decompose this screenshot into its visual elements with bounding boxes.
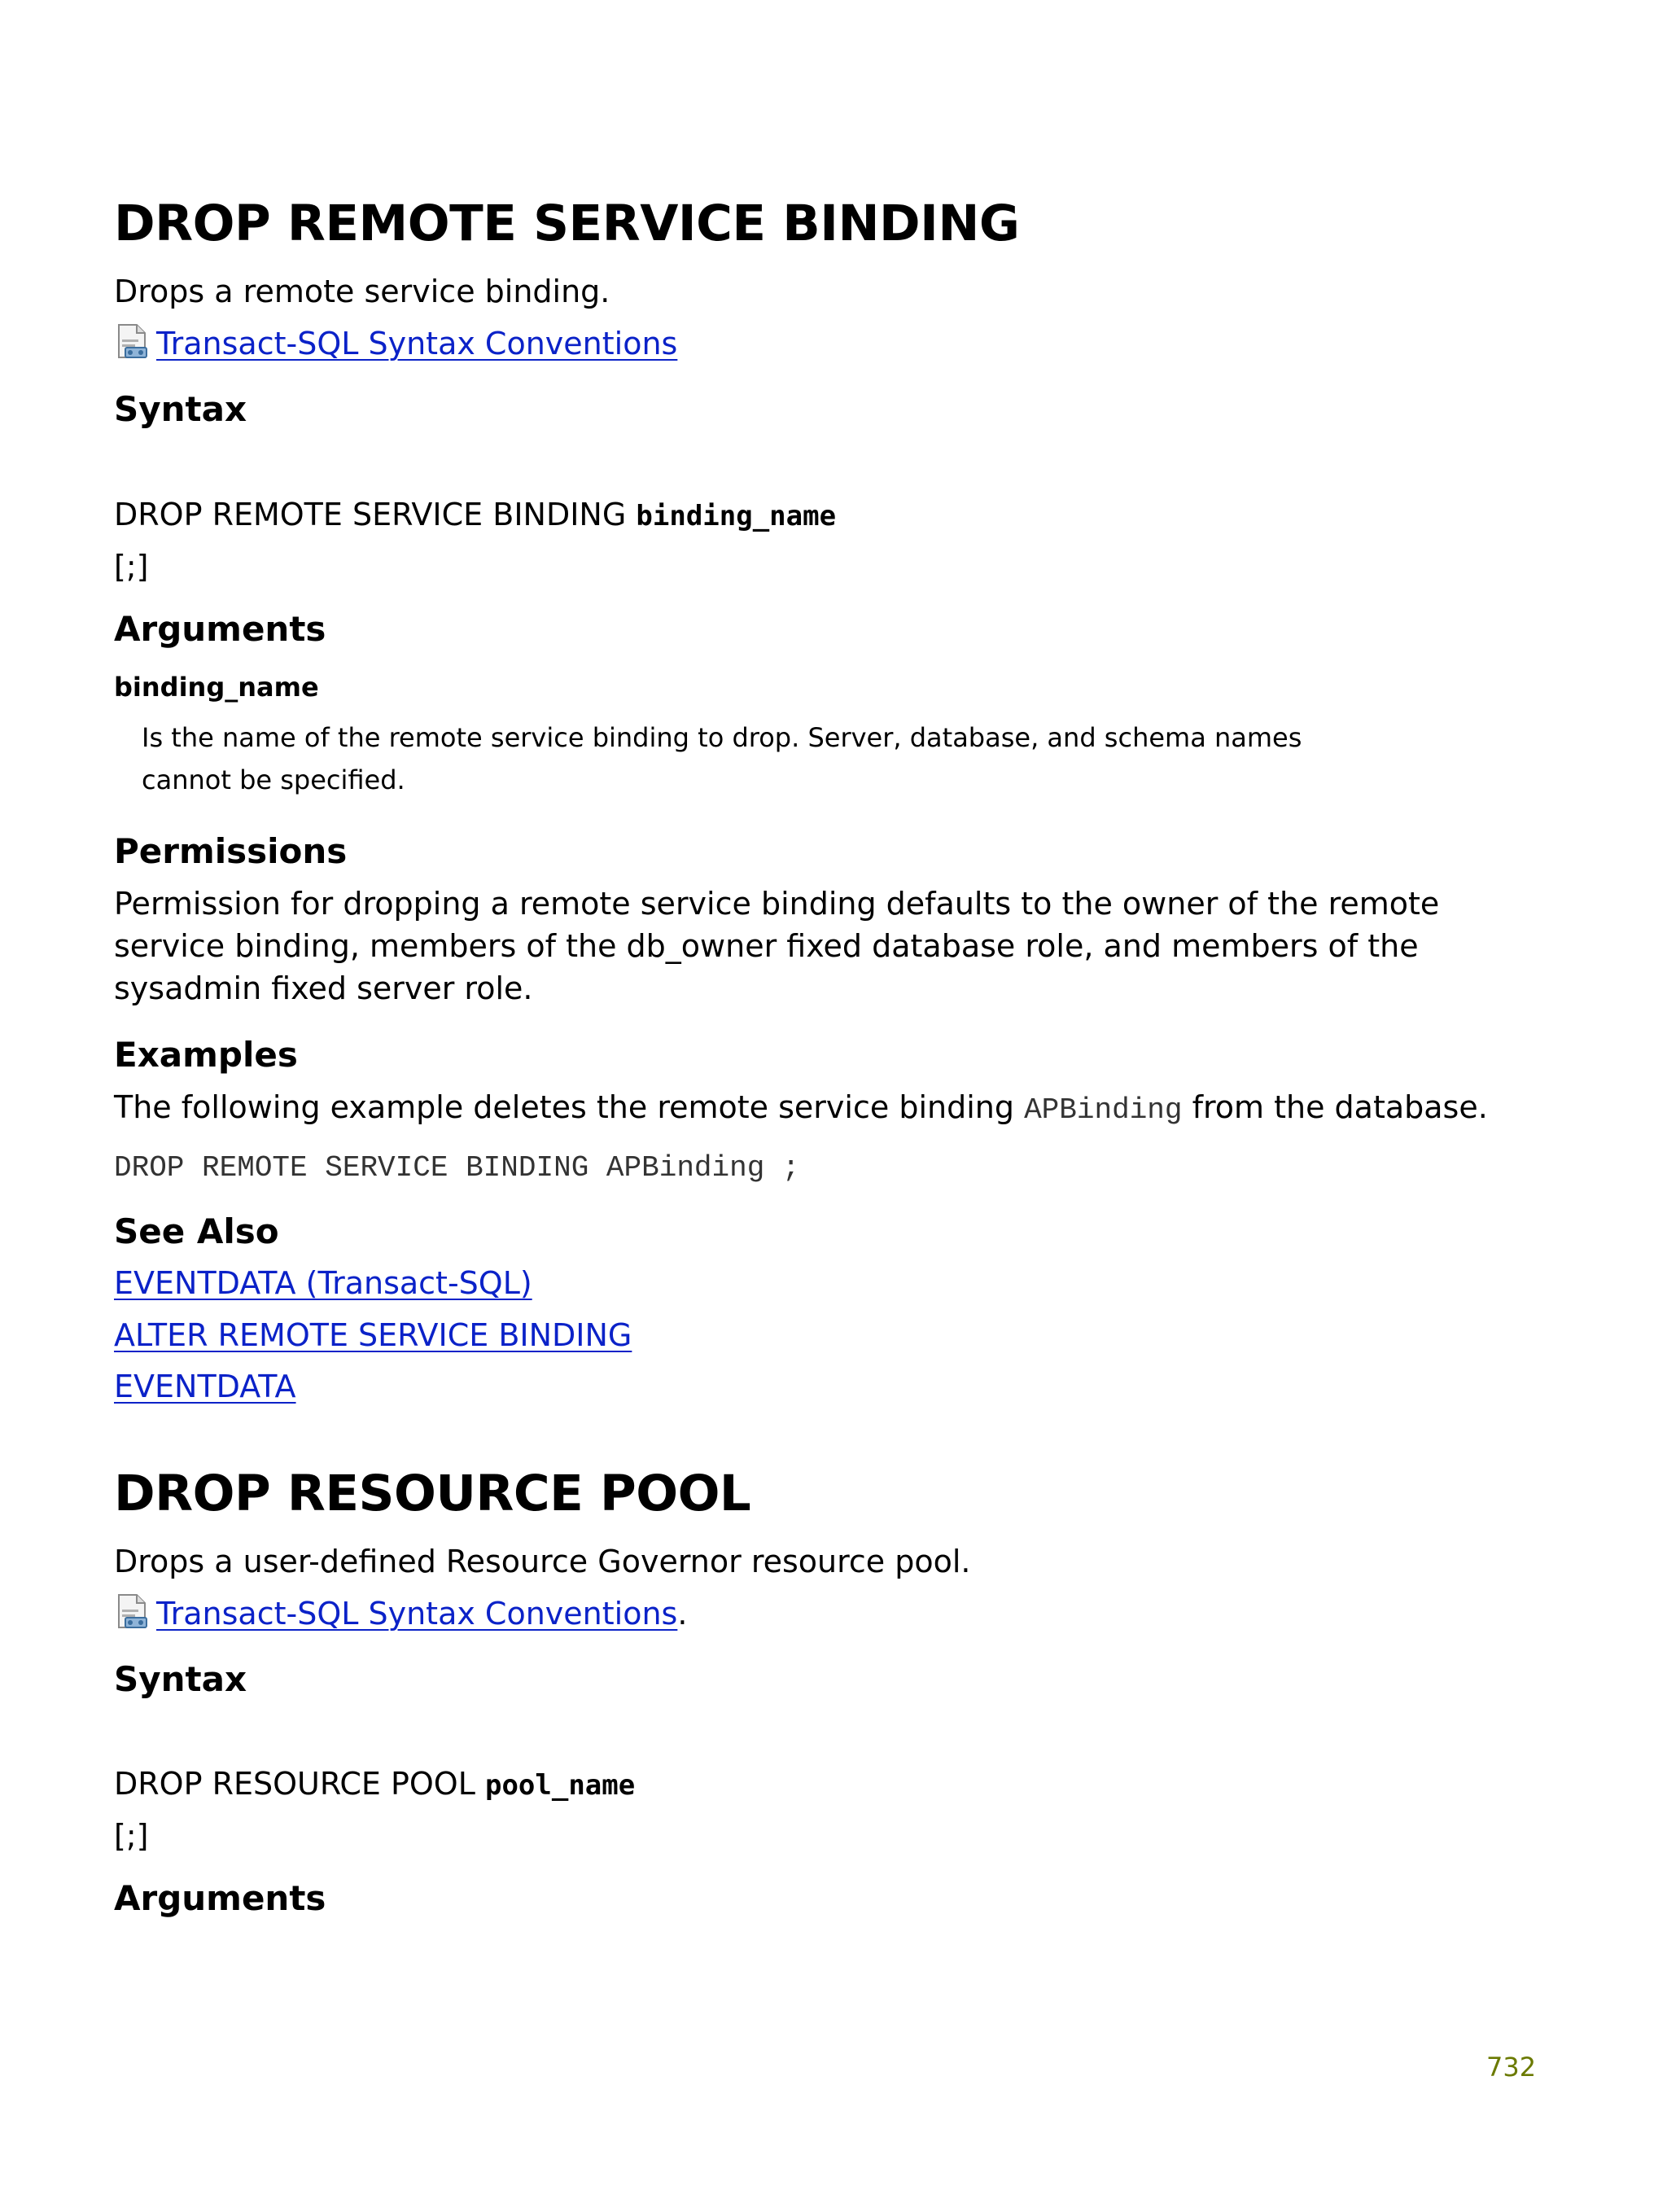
syntax-line: [114, 493, 836, 537]
syntax-line: [114, 1763, 635, 1807]
argument-description: Is the name of the remote service binding to drop. Server, database, and schema names cannot be specified.: [142, 722, 1302, 795]
conventions-row: [114, 1592, 687, 1635]
see-also-item: [114, 1314, 632, 1356]
section-description: Drops a user-defined Resource Governor resource pool.: [114, 1544, 971, 1579]
examples-text: [114, 1086, 1488, 1132]
section-title: DROP REMOTE SERVICE BINDING: [114, 195, 1020, 252]
arguments-heading: Arguments: [114, 1878, 326, 1918]
see-also-link-alter-remote-service-binding[interactable]: ALTER REMOTE SERVICE BINDING: [114, 1317, 632, 1353]
argument-name: binding_name: [114, 672, 319, 703]
syntax-conventions-link[interactable]: Transact-SQL Syntax Conventions: [156, 1596, 678, 1632]
example-code: DROP REMOTE SERVICE BINDING APBinding ;: [114, 1151, 800, 1185]
see-also-item: [114, 1262, 532, 1304]
syntax-conventions-link[interactable]: Transact-SQL Syntax Conventions: [156, 326, 678, 361]
examples-text-before: The following example deletes the remote service binding: [114, 1089, 1014, 1125]
syntax-param: pool_name: [484, 1769, 636, 1802]
syntax-terminator: [;]: [114, 549, 149, 585]
section-title: DROP RESOURCE POOL: [114, 1465, 751, 1522]
permissions-text: Permission for dropping a remote service binding defaults to the owner of the remote service binding, members of the db_owner fixed database role, and members of the sysadmin fixed server role.: [114, 886, 1440, 1006]
page-number: 732: [1486, 2052, 1537, 2083]
syntax-keyword: DROP RESOURCE POOL: [114, 1766, 475, 1802]
section-description: Drops a remote service binding.: [114, 274, 610, 309]
conventions-row: [114, 322, 677, 365]
arguments-heading: Arguments: [114, 609, 326, 649]
syntax-param: binding_name: [636, 500, 837, 532]
conventions-suffix: .: [677, 1596, 688, 1632]
see-also-heading: See Also: [114, 1211, 279, 1251]
permissions-heading: Permissions: [114, 831, 348, 871]
syntax-keyword: DROP REMOTE SERVICE BINDING: [114, 497, 627, 532]
document-link-icon: [114, 1593, 150, 1629]
examples-text-after: from the database.: [1192, 1089, 1488, 1125]
see-also-link-eventdata-transact-sql[interactable]: EVENTDATA (Transact-SQL): [114, 1265, 532, 1301]
syntax-heading: Syntax: [114, 1659, 247, 1699]
examples-heading: Examples: [114, 1035, 298, 1075]
syntax-terminator: [;]: [114, 1818, 149, 1854]
see-also-link-eventdata[interactable]: EVENTDATA: [114, 1369, 296, 1404]
document-link-icon: [114, 323, 150, 359]
syntax-heading: Syntax: [114, 389, 247, 429]
examples-inline-code: APBinding: [1024, 1093, 1183, 1127]
see-also-item: [114, 1365, 296, 1408]
